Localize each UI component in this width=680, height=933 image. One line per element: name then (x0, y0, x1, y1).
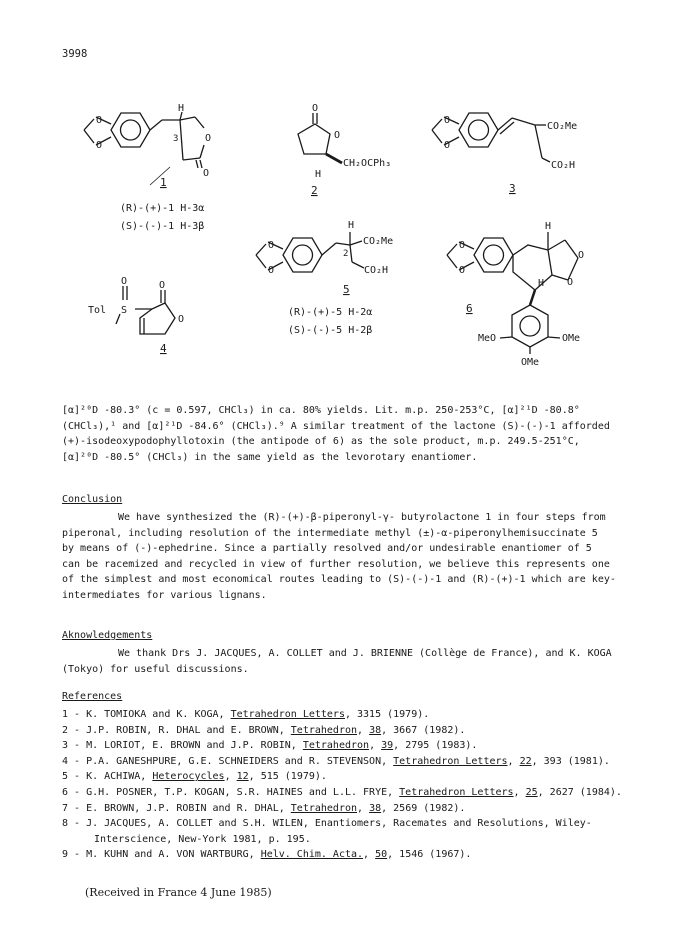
s6-ome-right: OMe (562, 333, 581, 344)
s1-o2: O (96, 140, 103, 151)
s2-o-ring: O (334, 130, 341, 141)
s3-o2: O (444, 140, 451, 151)
s3-co2me: CO₂Me (547, 121, 578, 132)
s6-meo: MeO (478, 333, 497, 344)
acknowledgements-heading: Aknowledgements (62, 630, 153, 641)
s5-o2: O (268, 265, 275, 276)
para1-line: (+)-isodeoxypodophyllotoxin (the antipode of 6) as the sole product, m.p. 249.5-251°C, (62, 436, 580, 448)
reference-item: 3 - M. LORIOT, E. BROWN and J.P. ROBIN, Tetrahedron, 39, 2795 (1983). (62, 740, 478, 752)
reference-item: 8 - J. JACQUES, A. COLLET and S.H. WILEN, Enantiomers, Racemates and Resolutions, Wiley- (62, 818, 592, 830)
conclusion-line: of the simplest and most economical routes leading to (S)-(-)-1 and (R)-(+)-1 which are key- (62, 574, 616, 586)
s1-o-lactone: O (205, 133, 212, 144)
s5-c2: 2 (343, 249, 349, 259)
s2-substituent: CH₂OCPh₃ (343, 158, 392, 169)
s5-co2h: CO₂H (364, 265, 389, 276)
s1-c3: 3 (173, 134, 179, 144)
page-number: 3998 (62, 48, 88, 60)
s6-o-lactone: O (578, 250, 585, 261)
reference-item: 9 - M. KUHN and A. VON WARTBURG, Helv. Chim. Acta., 50, 1546 (1967). (62, 849, 472, 861)
s5-label-r: (R)-(+)-5 H-2α (288, 307, 373, 318)
received-date: (Received in France 4 June 1985) (85, 886, 272, 899)
s6-o1: O (459, 240, 466, 251)
reference-item: 7 - E. BROWN, J.P. ROBIN and R. DHAL, Tetrahedron, 38, 2569 (1982). (62, 802, 466, 814)
reference-item: 2 - J.P. ROBIN, R. DHAL and E. BROWN, Tetrahedron, 38, 3667 (1982). (62, 724, 466, 736)
conclusion-text (62, 510, 622, 604)
s5-co2me: CO₂Me (363, 236, 394, 247)
conclusion-line: We have synthesized the (R)-(+)-β-piperonyl-γ- butyrolactone 1 in four steps from (118, 512, 606, 523)
s3-number: 3 (509, 182, 516, 195)
para1-line: (CHCl₃),¹ and [α]²¹D -84.6° (CHCl₃).⁹ A similar treatment of the lactone (S)-(-)-1 afforded (62, 420, 610, 432)
compound-6-drawing (447, 232, 581, 354)
s5-h: H (348, 220, 355, 231)
conclusion-line: can be racemized and recycled in view of further resolution, we believe this represents one (62, 558, 610, 570)
ack-line: We thank Drs J. JACQUES, A. COLLET and J. BRIENNE (Collège de France), and K. KOGA (118, 648, 612, 659)
para1-line: [α]²⁰D -80.3° (c = 0.597, CHCl₃) in ca. 80% yields. Lit. m.p. 250-253°C, [α]²¹D -80.8° (62, 405, 580, 416)
reference-item: 4 - P.A. GANESHPURE, G.E. SCHNEIDERS and R. STEVENSON, Tetrahedron Letters, 22, 393 (1981). (62, 755, 610, 767)
s4-tol: Tol (88, 305, 107, 316)
s1-h: H (178, 103, 185, 114)
reference-item: 5 - K. ACHIWA, Heterocycles, 12, 515 (1979). (62, 771, 327, 783)
para1-line: [α]²⁰D -80.5° (CHCl₃) in the same yield as the levorotary enantiomer. (62, 451, 478, 463)
s2-h: H (315, 169, 322, 180)
s6-ome-bottom: OMe (521, 357, 540, 368)
s6-o-carbonyl: O (567, 277, 574, 288)
s1-label-s: (S)-(-)-1 H-3β (120, 221, 205, 232)
acknowledgements-text (62, 646, 622, 677)
s4-s: S (121, 305, 128, 316)
s4-o-ring: O (178, 314, 185, 325)
s5-o1: O (268, 240, 275, 251)
conclusion-line: intermediates for various lignans. (62, 589, 267, 601)
references-heading: References (62, 691, 123, 702)
s1-number: 1 (160, 176, 167, 189)
s3-co2h: CO₂H (551, 160, 576, 171)
references-list (62, 707, 622, 863)
conclusion-line: by means of (-)-ephedrine. Since a partially resolved and/or undesirable enantiomer of 5 (62, 543, 592, 555)
conclusion-line: piperonal, including resolution of the intermediate methyl (±)-α-piperonylhemisuccinate 5 (62, 527, 598, 539)
s6-h1: H (545, 221, 552, 232)
s1-label-r: (R)-(+)-1 H-3α (120, 203, 205, 214)
s3-o1: O (444, 115, 451, 126)
s2-o-top: O (312, 103, 319, 114)
s6-number: 6 (466, 302, 473, 315)
ack-line: (Tokyo) for useful discussions. (62, 663, 249, 675)
s5-number: 5 (343, 283, 350, 296)
reference-item: 1 - K. TOMIOKA and K. KOGA, Tetrahedron Letters, 3315 (1979). (62, 709, 430, 720)
s4-o-carbonyl: O (159, 280, 166, 291)
s4-number: 4 (160, 342, 167, 355)
structure-scheme (0, 0, 680, 380)
s6-h2: H (538, 278, 545, 289)
reference-item-continuation: Interscience, New-York 1981, p. 195. (94, 833, 311, 845)
s1-o1: O (96, 115, 103, 126)
s5-label-s: (S)-(-)-5 H-2β (288, 325, 373, 336)
reference-item: 6 - G.H. POSNER, T.P. KOGAN, S.R. HAINES and L.L. FRYE, Tetrahedron Letters, 25, 2627 (1984). (62, 786, 622, 798)
paragraph-optical-rotation (62, 403, 622, 465)
s2-number: 2 (311, 184, 318, 197)
conclusion-heading: Conclusion (62, 494, 123, 505)
s4-o-sulfinyl: O (121, 276, 128, 287)
s6-o2: O (459, 265, 466, 276)
s1-o-carbonyl: O (203, 168, 210, 179)
